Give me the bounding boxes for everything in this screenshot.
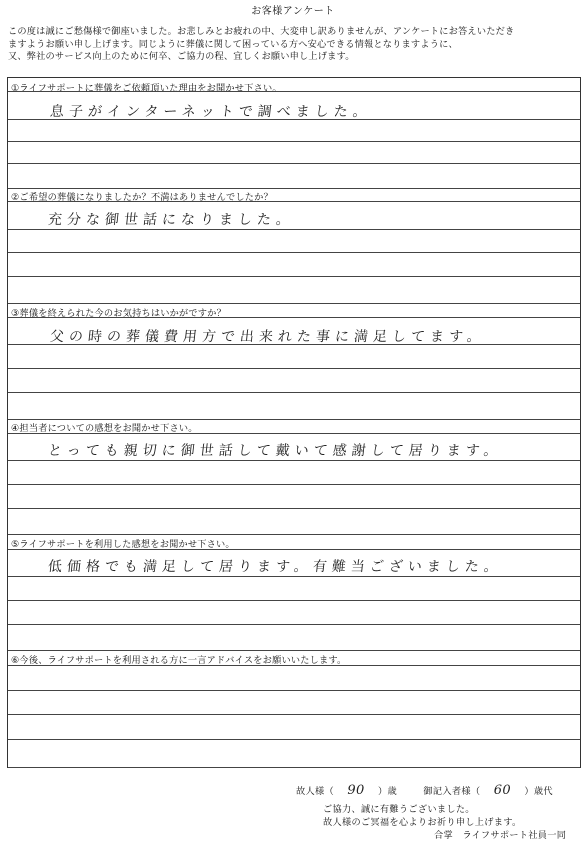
answer-line xyxy=(8,163,580,164)
divider xyxy=(8,549,580,550)
answer-line xyxy=(8,460,580,461)
question-3-label: ③葬儀を終えられた今のお気持ちはいかがですか？ xyxy=(11,308,226,319)
intro-text xyxy=(8,26,580,64)
survey-form xyxy=(7,77,581,768)
writer-age-suffix: ）歳代 xyxy=(524,786,553,797)
answer-line xyxy=(8,484,580,485)
deceased-age-label: 故人様（ xyxy=(296,786,334,797)
answer-line xyxy=(8,252,580,253)
divider xyxy=(8,317,580,318)
intro-line: ますようお願い申し上げます。同じように葬儀に関して困っている方へ安心できる情報となりますように、 xyxy=(8,38,458,50)
age-row xyxy=(296,783,553,798)
question-6-label: ⑥今後、ライフサポートを利用される方に一言アドバイスをお願いいたします。 xyxy=(11,655,347,666)
deceased-age-suffix: ）歳 xyxy=(377,786,397,797)
answer-5[interactable]: 低価格でも満足して居ります。有難当ございました。 xyxy=(47,559,504,575)
answer-3[interactable]: 父の時の葬儀費用方で出来れた事に満足してます。 xyxy=(49,329,487,345)
answer-line xyxy=(8,229,580,230)
divider xyxy=(8,433,580,434)
prayer-text: 故人様のご冥福を心よりお祈り申し上げます。 xyxy=(323,817,522,828)
answer-line xyxy=(8,508,580,509)
answer-line xyxy=(8,600,580,601)
section-divider xyxy=(8,534,580,535)
writer-age-field[interactable]: 60 xyxy=(493,783,511,798)
section-divider xyxy=(8,303,580,304)
answer-1[interactable]: 息子がインターネットで調べました。 xyxy=(49,104,373,120)
intro-line: この度は誠にご愁傷様で御座いました。お悲しみとお疲れの中、大変申し訳ありませんが、アンケートにお答えいただき xyxy=(8,26,515,37)
answer-line xyxy=(8,141,580,142)
question-4-label: ④担当者についての感想をお聞かせ下さい。 xyxy=(11,423,198,434)
question-5-label: ⑤ライフサポートを利用した感想をお聞かせ下さい。 xyxy=(11,539,235,550)
answer-2[interactable]: 充分な御世話になりました。 xyxy=(47,212,296,228)
answer-line xyxy=(8,276,580,277)
answer-line xyxy=(8,344,580,345)
divider xyxy=(8,201,580,202)
answer-line xyxy=(8,714,580,715)
page-title: お客様アンケート xyxy=(251,6,335,17)
answer-line xyxy=(8,119,580,120)
answer-4[interactable]: とっても親切に御世話して戴いて感謝して居ります。 xyxy=(47,443,504,459)
form-bottom-line xyxy=(8,767,580,768)
section-divider xyxy=(8,650,580,651)
question-1-label: ①ライフサポートに葬儀をご依頼頂いた理由をお聞かせ下さい。 xyxy=(11,83,282,94)
answer-line xyxy=(8,392,580,393)
writer-age-label: 御記入者様（ xyxy=(423,786,481,797)
divider xyxy=(8,665,580,666)
question-2-label: ②ご希望の葬儀になりましたか？不満はありませんでしたか？ xyxy=(11,192,273,203)
deceased-age-field[interactable]: 90 xyxy=(347,783,365,798)
answer-line xyxy=(8,690,580,691)
answer-line xyxy=(8,368,580,369)
thanks-text: ご協力、誠に有難うございました。 xyxy=(323,804,475,815)
answer-line xyxy=(8,624,580,625)
answer-line xyxy=(8,739,580,740)
answer-line xyxy=(8,576,580,577)
signature-text: 合掌 ライフサポート社員一同 xyxy=(434,830,567,841)
intro-line: 又、弊社のサービス向上のために何卒、ご協力の程、宜しくお願い申し上げます。 xyxy=(8,51,355,62)
divider xyxy=(8,91,580,92)
